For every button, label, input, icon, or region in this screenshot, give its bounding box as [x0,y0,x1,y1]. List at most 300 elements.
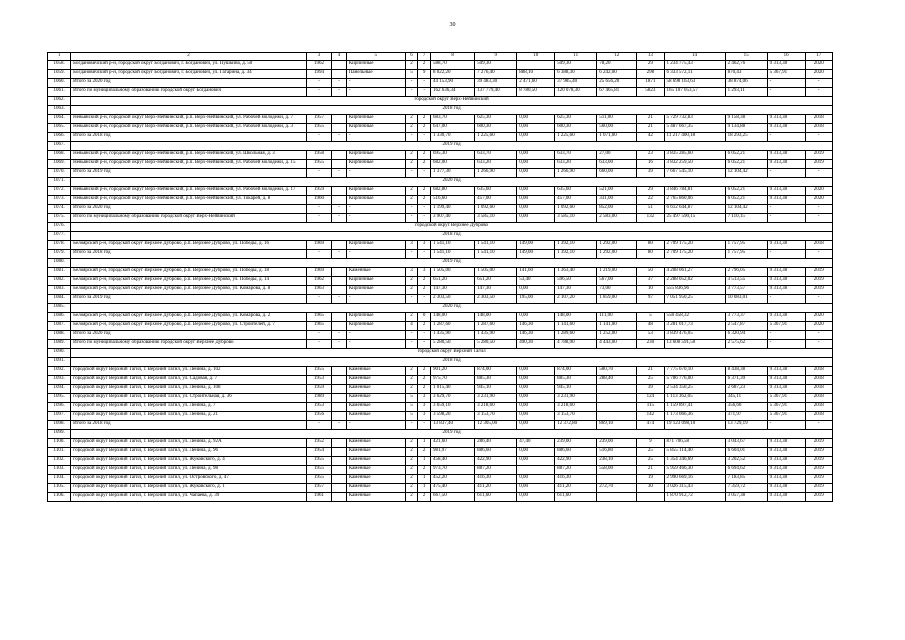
cell-col-16: 9 313,38 [767,466,805,475]
cell-col-14: 2 534 350,25 [664,385,725,394]
cell-col-6: 2 [405,484,418,493]
cell-col-7: 2 [418,385,431,394]
cell-col-11: 457,00 [555,196,597,205]
cell-col-4 [332,403,347,412]
cell-col-14: 2 709 175,20 [664,241,725,250]
cell-col-16: - [767,250,805,259]
cell-col-3: 1994 [306,70,331,79]
column-number-2: 2 [71,53,307,61]
table-row [48,448,833,457]
cell-col-13: 298 [637,70,664,79]
cell-col-5: - [346,88,405,97]
table-row [48,295,833,304]
table-row [48,457,833,466]
cell-col-3: 1954 [306,448,331,457]
cell-col-4 [332,412,347,421]
address-cell: Белоярский р-н, городской округ Верхнее Дуброво, р.п. Верхнее Дуброво, ул. Победы, д. 16 [71,241,307,250]
cell-col-10: 146,30 [517,331,555,340]
cell-col-14: 3 839 476,05 [664,331,725,340]
cell-col-11: 635,60 [555,187,597,196]
cell-col-7: - [418,79,431,88]
section-row [48,358,833,367]
cell-col-17: 2019 [805,475,832,484]
row-number: 1080. [48,259,71,268]
cell-col-16: 9 313,38 [767,484,805,493]
cell-col-8: 1 377,30 [430,169,474,178]
cell-col-13: 25 [637,457,664,466]
section-label: 2018 год [71,106,833,115]
column-number-7: 7 [418,53,431,61]
column-number-13: 13 [637,53,664,61]
cell-col-11: 148,00 [555,313,597,322]
cell-col-3: - [306,331,331,340]
cell-col-13: 21 [637,367,664,376]
cell-col-6: 3 [405,268,418,277]
cell-col-4 [332,286,347,295]
cell-col-3: 1955 [306,466,331,475]
cell-col-17: 2019 [805,277,832,286]
cell-col-14: 1 354 346,69 [664,457,725,466]
cell-col-9: 2 303,50 [475,295,517,304]
address-cell: Белоярский р-н, городской округ Верхнее Дуброво, р.п. Верхнее Дуброво, ул. Комарова, д. 8 [71,286,307,295]
cell-col-17: - [805,295,832,304]
section-row [48,97,833,106]
cell-col-3: 1955 [306,160,331,169]
cell-col-10: 0,00 [517,124,555,133]
table-row [48,277,833,286]
cell-col-11: 1 266,90 [555,169,597,178]
address-cell: Итого за 2020 год [71,79,307,88]
cell-col-14: 1 113 362,05 [664,394,725,403]
cell-col-3: 1962 [306,277,331,286]
cell-col-16: - [767,205,805,214]
cell-col-4: - [332,331,347,340]
cell-col-4: - [332,340,347,349]
cell-col-8: 2 303,50 [430,295,474,304]
address-cell: городской округ Верхний Тагил, г. Верхний Тагил, ул. Ленина, д. 7 [71,403,307,412]
cell-col-12: 27,00 [597,151,637,160]
cell-col-6: - [405,169,418,178]
cell-col-11: 3 153,70 [555,412,597,421]
cell-col-16: 5 367,91 [767,403,805,412]
cell-col-7: - [418,214,431,223]
cell-col-4 [332,61,347,70]
cell-col-16: 9 313,38 [767,151,805,160]
cell-col-14: 11 217 400,18 [664,133,725,142]
cell-col-15: 7 110,15 [725,214,767,223]
cell-col-9: 147,30 [475,286,517,295]
cell-col-10: 0,00 [517,493,555,502]
cell-col-9: 7 276,40 [475,70,517,79]
cell-col-14: 6 612 644,87 [664,205,725,214]
cell-col-16: 9 313,38 [767,160,805,169]
cell-col-8: 1 015,40 [430,385,474,394]
cell-col-5: Каменные [346,466,405,475]
cell-col-14: 5 786 776,00 [664,376,725,385]
cell-col-12: 567,00 [597,277,637,286]
table-row [48,250,833,259]
cell-col-6: - [405,331,418,340]
cell-col-17: 2018 [805,403,832,412]
cell-col-12: 4 443,00 [597,340,637,349]
cell-col-8: 44 153,90 [430,79,474,88]
cell-col-14: 3 835 285,60 [664,151,725,160]
cell-col-5: Кирпичные [346,115,405,124]
cell-col-13: 97 [637,295,664,304]
cell-col-3: 1960 [306,196,331,205]
cell-col-17: 2019 [805,457,832,466]
cell-col-17: 2018 [805,394,832,403]
cell-col-17: 2020 [805,196,832,205]
cell-col-11: 2 107,20 [555,295,597,304]
cell-col-10: 0,00 [517,214,555,223]
cell-col-4 [332,313,347,322]
cell-col-14: 58 698 163,63 [664,79,725,88]
cell-col-5: - [346,205,405,214]
section-row [48,259,833,268]
column-number-5: 5 [346,53,405,61]
cell-col-10: 0,00 [517,421,555,430]
cell-col-13: 16 [637,160,664,169]
cell-col-4 [332,367,347,376]
cell-col-16: 9 313,38 [767,286,805,295]
cell-col-7: 1 [418,475,431,484]
cell-col-8: 162 636,34 [430,88,474,97]
cell-col-10: 141,60 [517,268,555,277]
cell-col-11: 3 218,60 [555,403,597,412]
cell-col-6: - [405,133,418,142]
cell-col-8: 1 541,10 [430,250,474,259]
cell-col-8: 148,00 [430,313,474,322]
cell-col-6: - [405,250,418,259]
section-row [48,178,833,187]
table-row [48,439,833,448]
cell-col-3: 1957 [306,115,331,124]
cell-col-5: Кирпичные [346,286,405,295]
cell-col-6: 2 [405,286,418,295]
cell-col-12 [597,385,637,394]
column-number-1: 1 [48,53,71,61]
cell-col-16: 5 367,91 [767,412,805,421]
cell-col-4: - [332,88,347,97]
address-cell: Итого по муниципальному образованию городской округ Верх-Нейвинский [71,214,307,223]
cell-col-4 [332,115,347,124]
cell-col-10: 149,00 [517,250,555,259]
cell-col-14: 871 706,58 [664,439,725,448]
cell-col-15: 8 438,38 [725,367,767,376]
cell-col-3: - [306,214,331,223]
section-row [48,142,833,151]
cell-col-5: Каменные [346,385,405,394]
cell-col-8: 588,70 [430,61,474,70]
cell-col-14: 558 458,32 [664,313,725,322]
cell-col-6: 3 [405,241,418,250]
cell-col-9: 611,60 [475,493,517,502]
cell-col-17: 2019 [805,160,832,169]
cell-col-7: 2 [418,448,431,457]
cell-col-6: 2 [405,124,418,133]
address-cell: Итого за 2020 год [71,205,307,214]
cell-col-17: 2020 [805,313,832,322]
cell-col-16: 9 313,38 [767,493,805,502]
row-number: 1078. [48,241,71,250]
cell-col-10: 0,00 [517,475,555,484]
address-cell: Итого за 2018 год [71,421,307,430]
cell-col-10: 0,00 [517,457,555,466]
cell-col-9: 886,60 [475,448,517,457]
cell-col-17: - [805,169,832,178]
cell-col-4: - [332,79,347,88]
cell-col-6: 2 [405,277,418,286]
cell-col-5: Кирпичные [346,322,405,331]
table-row [48,367,833,376]
address-cell: Белоярский р-н, городской округ Верхнее Дуброво, р.п. Верхнее Дуброво, ул. Комарова, д. 2 [71,313,307,322]
cell-col-5: - [346,250,405,259]
cell-col-6: 2 [405,385,418,394]
address-cell: Богдановичский р-н, городской округ Богданович, г. Богданович, ул. Гагарина, д. 34 [71,70,307,79]
cell-col-11: 12 372,80 [555,421,597,430]
cell-col-6: - [405,88,418,97]
cell-col-9: 411,20 [475,484,517,493]
cell-col-3: - [306,79,331,88]
cell-col-9: 3 218,60 [475,403,517,412]
section-row [48,430,833,439]
cell-col-17: 2019 [805,439,832,448]
address-cell: городской округ Верхний Тагил, г. Верхний Тагил, ул. Ленина, д. 96 [71,448,307,457]
section-row [48,106,833,115]
row-number: 1061. [48,88,71,97]
address-cell: Невьянский р-н, городской округ Верх-Нейвинский, р.п. Верх-Нейвинский, ул. Рабочей молодежи, д. 15 [71,160,307,169]
table-row [48,187,833,196]
cell-col-3: - [306,88,331,97]
table-row [48,322,833,331]
column-number-4: 4 [332,53,347,61]
cell-col-8: 1 199,40 [430,205,474,214]
address-cell: Белоярский р-н, городской округ Верхнее Дуброво, р.п. Верхнее Дуброво, ул. Победы, д. 14 [71,277,307,286]
cell-col-5: - [346,133,405,142]
cell-col-4: - [332,250,347,259]
address-cell: городской округ Верхний Тагил, г. Верхний Тагил, ул. Ленина, д. 92А [71,439,307,448]
cell-col-7: - [418,295,431,304]
cell-col-16: - [767,79,805,88]
cell-col-17: 2019 [805,286,832,295]
cell-col-3: 1955 [306,475,331,484]
address-cell: городской округ Верхний Тагил, г. Верхний Тагил, ул. Жуковского, д. 1 [71,484,307,493]
cell-col-15: 2 547,87 [725,322,767,331]
cell-col-9: 625,30 [475,115,517,124]
cell-col-13: 39 [637,385,664,394]
cell-col-7: 2 [418,124,431,133]
cell-col-10: 0,00 [517,205,555,214]
row-number: 1091. [48,358,71,367]
cell-col-4: - [332,295,347,304]
address-cell: Невьянский р-н, городской округ Верх-Нейвинский, р.п. Верх-Нейвинский, ул. Токарей, д. 8 [71,196,307,205]
row-number: 1101. [48,448,71,457]
cell-col-7: 2 [418,196,431,205]
cell-col-13: 5823 [637,88,664,97]
cell-col-13: 19 [637,475,664,484]
cell-col-15: 1 293,11 [725,88,767,97]
cell-col-10: 0,00 [517,160,555,169]
cell-col-15: 6 371,39 [725,376,767,385]
cell-col-14: 25 497 590,15 [664,214,725,223]
cell-col-7: 2 [418,151,431,160]
cell-col-5: - [346,421,405,430]
table-row [48,484,833,493]
cell-col-9: 137 779,40 [475,88,517,97]
cell-col-11: 625,30 [555,115,597,124]
cell-col-11: 147,30 [555,286,597,295]
cell-col-4 [332,457,347,466]
cell-col-14: 3 281 017,73 [664,322,725,331]
cell-col-12: 1 859,00 [597,295,637,304]
cell-col-12: 331,00 [597,196,637,205]
cell-col-13: 21 [637,115,664,124]
cell-col-11: 3 585,10 [555,214,597,223]
cell-col-12: 67 465,81 [597,88,637,97]
table-row [48,466,833,475]
cell-col-11: 887,20 [555,466,597,475]
cell-col-8: 647,00 [430,124,474,133]
cell-col-13 [637,493,664,502]
cell-col-9: 633,70 [475,151,517,160]
cell-col-10: 888,10 [517,70,555,79]
cell-col-7: 3 [418,268,431,277]
cell-col-3: - [306,250,331,259]
cell-col-7: 9 [418,70,431,79]
cell-col-6: 2 [405,313,418,322]
cell-col-12: 558,00 [597,466,637,475]
row-number: 1071. [48,178,71,187]
cell-col-13: 42 [637,133,664,142]
section-label: городской округ Верхнее Дуброво [71,223,833,232]
column-number-9: 9 [475,53,517,61]
cell-col-11: 596,50 [555,277,597,286]
row-number: 1093. [48,376,71,385]
cell-col-13: 25 [637,376,664,385]
column-number-row [48,53,833,61]
cell-col-9: 874,00 [475,367,517,376]
cell-col-7: 1 [418,439,431,448]
section-label: городской округ Верхний Тагил [71,349,833,358]
cell-col-15: 6 052,21 [725,151,767,160]
cell-col-14: 13 600 591,50 [664,340,725,349]
cell-col-8: 516,60 [430,196,474,205]
cell-col-13: 21 [637,466,664,475]
cell-col-15: 1 757,95 [725,241,767,250]
cell-col-6: 2 [405,448,418,457]
cell-col-6: 2 [405,115,418,124]
cell-col-15: 2 687,23 [725,385,767,394]
cell-col-16: - [767,295,805,304]
cell-col-14: 6 333 572,11 [664,70,725,79]
cell-col-16: 9 313,38 [767,448,805,457]
section-label: 2020 год [71,304,833,313]
cell-col-13: 39 [637,169,664,178]
section-label: 2020 год [71,178,833,187]
cell-col-3: - [306,205,331,214]
cell-col-13: 230 [637,340,664,349]
cell-col-11: 120 078,30 [555,88,597,97]
table-row [48,79,833,88]
cell-col-5: Кирпичные [346,124,405,133]
cell-col-3: - [306,421,331,430]
cell-col-17: - [805,331,832,340]
cell-col-4 [332,475,347,484]
row-number: 1070. [48,169,71,178]
cell-col-8: 458,40 [430,457,474,466]
cell-col-14: 5 959 466,30 [664,466,725,475]
row-number: 1102. [48,457,71,466]
row-number: 1081. [48,268,71,277]
cell-col-16: - [767,88,805,97]
cell-col-11: 239,00 [555,439,597,448]
row-number: 1085. [48,304,71,313]
cell-col-12: 560,00 [597,124,637,133]
cell-col-13: 142 [637,412,664,421]
cell-col-16: 9 313,38 [767,196,805,205]
cell-col-9: 635,60 [475,187,517,196]
cell-col-10: 0,00 [517,367,555,376]
cell-col-3: 1955 [306,124,331,133]
cell-col-11: 611,60 [555,493,597,502]
row-number: 1098. [48,421,71,430]
cell-col-17: 2019 [805,151,832,160]
cell-col-6: 2 [405,376,418,385]
cell-col-11: 416,30 [555,475,597,484]
address-cell: Невьянский р-н, городской округ Верх-Нейвинский, р.п. Верх-Нейвинский, ул. Рабочей молодежи, д. 7 [71,115,307,124]
column-number-10: 10 [517,53,555,61]
row-number: 1065. [48,124,71,133]
cell-col-12: 633,00 [597,160,637,169]
section-row [48,349,833,358]
cell-col-17: 2019 [805,493,832,502]
cell-col-17: - [805,340,832,349]
address-cell: городской округ Верхний Тагил, г. Верхний Тагил, ул. Ленина, д. 98 [71,466,307,475]
table-row [48,421,833,430]
table-row [48,331,833,340]
cell-col-14: 7 051 950,25 [664,295,725,304]
cell-col-3: 1961 [306,493,331,502]
cell-col-6: - [405,295,418,304]
cell-col-17: 2020 [805,322,832,331]
cell-col-11: 1 289,60 [555,331,597,340]
cell-col-9: 1 266,90 [475,169,517,178]
cell-col-16: 9 313,38 [767,457,805,466]
cell-col-6: 5 [405,412,418,421]
cell-col-6: 2 [405,367,418,376]
cell-col-6: - [405,214,418,223]
cell-col-16: 9 313,38 [767,277,805,286]
cell-col-16: 5 367,91 [767,70,805,79]
address-cell: городской округ Верхний Тагил, г. Верхний Тагил, ул. Садовая, д. 7 [71,376,307,385]
cell-col-13: 21 [637,124,664,133]
row-number: 1083. [48,286,71,295]
cell-col-6: 2 [405,151,418,160]
row-number: 1058. [48,61,71,70]
row-number: 1092. [48,367,71,376]
row-number: 1068. [48,151,71,160]
cell-col-13: 53 [637,331,664,340]
row-number: 1062. [48,97,71,106]
row-number: 1073. [48,196,71,205]
cell-col-9: 509,30 [475,61,517,70]
cell-col-12: 1 141,00 [597,322,637,331]
cell-col-8: 1 541,10 [430,241,474,250]
cell-col-7: 1 [418,484,431,493]
cell-col-11: 509,30 [555,61,597,70]
cell-col-6: 2 [405,61,418,70]
